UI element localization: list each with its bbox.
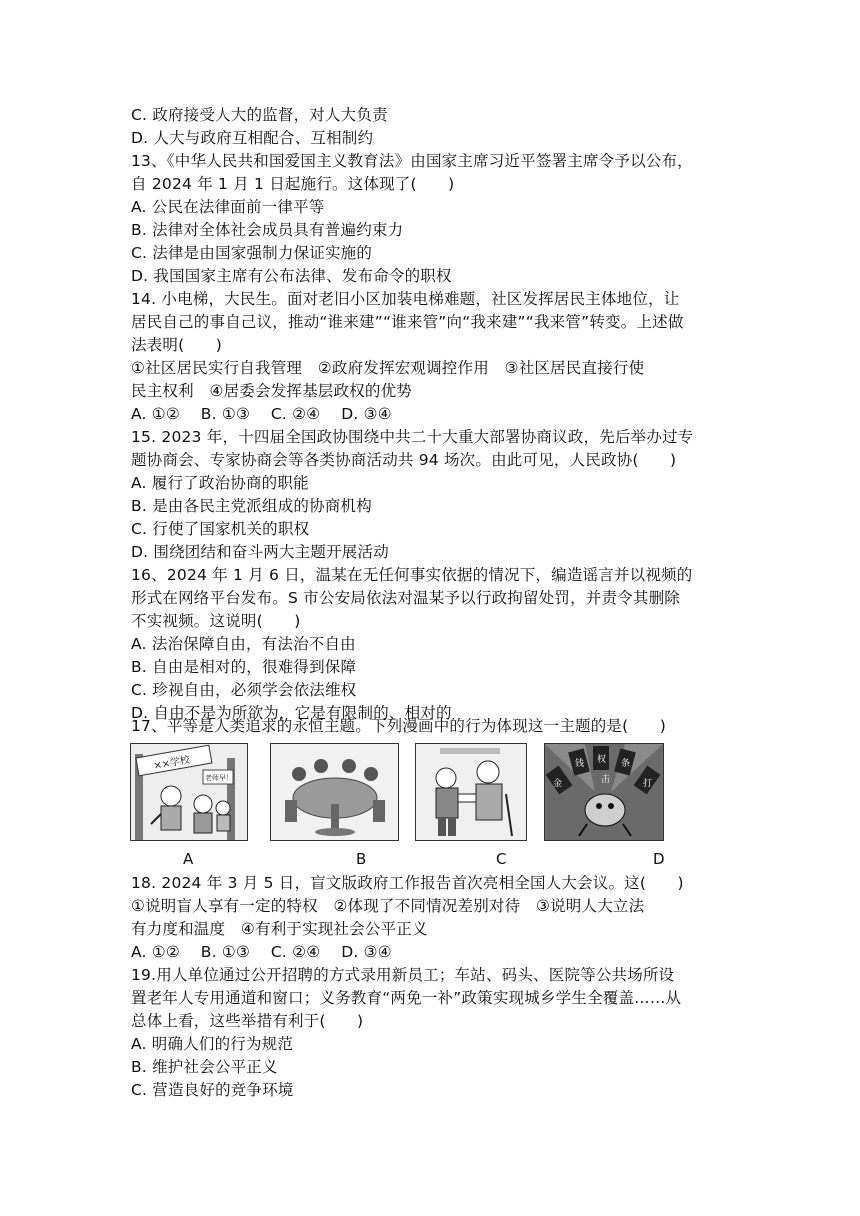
- option-13-b: B. 法律对全体社会成员具有普遍约束力: [131, 221, 404, 239]
- option-13-c: C. 法律是由国家强制力保证实施的: [131, 244, 373, 262]
- question-18-statements: 有力度和温度 ④有利于实现社会公平正义: [131, 920, 428, 938]
- option-15-d: D. 围绕团结和奋斗两大主题开展活动: [131, 543, 389, 561]
- cartoon-d-label: D: [653, 850, 665, 868]
- option-16-d: D. 自由不是为所欲为，它是有限制的、相对的: [131, 704, 452, 722]
- question-14-statements: ①社区居民实行自我管理 ②政府发挥宏观调控作用 ③社区居民直接行使: [131, 359, 645, 377]
- option-12-d: D. 人大与政府互相配合、互相制约: [131, 129, 374, 147]
- option-12-c: C. 政府接受人大的监督，对人大负责: [131, 106, 388, 124]
- cartoon-a-board: 老师早！: [205, 774, 233, 782]
- cartoon-a-sign: ××学校: [152, 754, 191, 773]
- question-14-stem: 14. 小电梯，大民生。面对老旧小区加装电梯难题，社区发挥居民主体地位，让: [131, 290, 680, 308]
- question-19-stem: 总体上看，这些举措有利于( ): [131, 1012, 364, 1030]
- option-19-a: A. 明确人们的行为规范: [131, 1035, 294, 1053]
- option-15-b: B. 是由各民主党派组成的协商机构: [131, 497, 372, 515]
- cartoon-a-image: [130, 743, 248, 841]
- option-16-c: C. 珍视自由，必须学会依法维权: [131, 681, 357, 699]
- option-15-c: C. 行使了国家机关的职权: [131, 520, 310, 538]
- cartoon-options: [130, 743, 670, 843]
- cartoon-d-word: 打: [643, 779, 653, 789]
- cartoon-d-word: 金: [553, 779, 563, 789]
- question-19-stem: 19.用人单位通过公开招聘的方式录用新员工；车站、码头、医院等公共场所设: [131, 966, 675, 984]
- cartoon-d-word: 权: [597, 755, 607, 765]
- option-19-c: C. 营造良好的竞争环境: [131, 1081, 294, 1099]
- question-18-statements: ①说明盲人享有一定的特权 ②体现了不同情况差别对待 ③说明人大立法: [131, 897, 645, 915]
- cartoon-d-image: [544, 743, 664, 841]
- cartoon-b-image: [270, 743, 399, 841]
- question-14-statements: 民主权利 ④居委会发挥基层政权的优势: [131, 382, 412, 400]
- question-14-stem: 法表明( ): [131, 336, 222, 354]
- question-15-stem: 15. 2023 年，十四届全国政协围绕中共二十大重大部署协商议政，先后举办过专: [131, 428, 694, 446]
- option-15-a: A. 履行了政治协商的职能: [131, 474, 309, 492]
- cartoon-d-word: 钱: [575, 759, 585, 769]
- question-18-options: A. ①② B. ①③ C. ②④ D. ③④: [131, 943, 392, 961]
- question-16-stem: 16、2024 年 1 月 6 日，温某在无任何事实依据的情况下，编造谣言并以视频的: [131, 566, 693, 584]
- question-18-stem: 18. 2024 年 3 月 5 日，盲文版政府工作报告首次亮相全国人大会议。这( ): [131, 874, 684, 892]
- question-14-options: A. ①② B. ①③ C. ②④ D. ③④: [131, 405, 392, 423]
- question-14-stem: 居民自己的事自己议，推动“谁来建”“谁来管”向“我来建”“我来管”转变。上述做: [131, 313, 684, 331]
- option-16-a: A. 法治保障自由，有法治不自由: [131, 635, 356, 653]
- cartoon-a-label: A: [183, 850, 194, 868]
- question-13-stem: 自 2024 年 1 月 1 日起施行。这体现了( ): [131, 175, 455, 193]
- cartoon-c-label: C: [496, 850, 507, 868]
- question-17-stem: 17、平等是人类追求的永恒主题。下列漫画中的行为体现这一主题的是( ): [131, 717, 667, 735]
- cartoon-b-label: B: [356, 850, 367, 868]
- question-16-stem: 形式在网络平台发布。S 市公安局依法对温某予以行政拘留处罚，并责令其删除: [131, 589, 680, 607]
- cartoon-d-word: 击: [601, 775, 611, 785]
- question-19-stem: 置老年人专用通道和窗口；义务教育“两免一补”政策实现城乡学生全覆盖……从: [131, 989, 682, 1007]
- cartoon-c-image: [415, 743, 527, 841]
- option-13-d: D. 我国国家主席有公布法律、发布命令的职权: [131, 267, 452, 285]
- option-13-a: A. 公民在法律面前一律平等: [131, 198, 325, 216]
- question-15-stem: 题协商会、专家协商会等各类协商活动共 94 场次。由此可见，人民政协( ): [131, 451, 677, 469]
- option-16-b: B. 自由是相对的，很难得到保障: [131, 658, 357, 676]
- option-19-b: B. 维护社会公平正义: [131, 1058, 278, 1076]
- question-16-stem: 不实视频。这说明( ): [131, 612, 301, 630]
- question-13-stem: 13、《中华人民共和国爱国主义教育法》由国家主席习近平签署主席令予以公布，: [131, 152, 693, 170]
- cartoon-d-word: 条: [621, 759, 631, 769]
